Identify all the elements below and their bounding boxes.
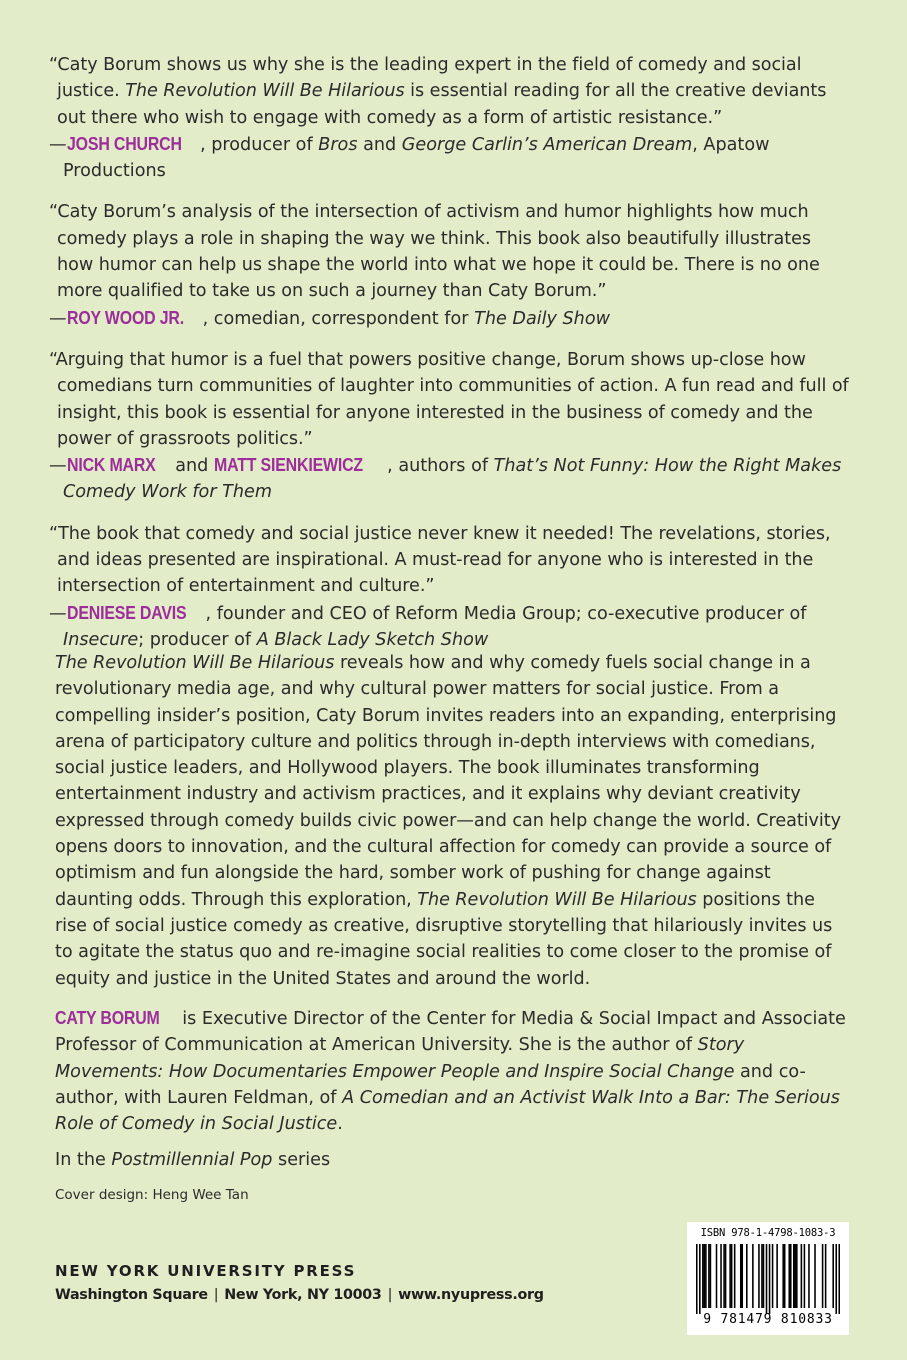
italic-title: George Carlin’s American Dream <box>401 134 693 155</box>
text-run: and <box>169 456 214 477</box>
barcode-bar <box>782 1244 784 1308</box>
barcode-bar <box>822 1244 824 1308</box>
text-run: — <box>49 456 67 477</box>
publisher-website[interactable]: www.nyupress.org <box>398 1287 544 1303</box>
person-name: CATY BORUM <box>55 1007 160 1028</box>
endorsement-attribution <box>49 452 849 506</box>
barcode-bar <box>814 1244 816 1308</box>
endorsement-attribution <box>49 305 849 332</box>
barcode-bar <box>741 1244 743 1308</box>
barcode-bar <box>804 1244 806 1308</box>
italic-title: That’s Not Funny: How the Right Makes Comedy Work for Them <box>63 456 842 503</box>
cover-credit: Cover design: Heng Wee Tan <box>55 1187 249 1203</box>
address-street: Washington Square <box>55 1287 208 1303</box>
text-run: , founder and CEO of Reform Media Group; co-executive producer of <box>205 603 807 624</box>
person-name: NICK MARX <box>66 454 156 476</box>
barcode-bar <box>746 1244 748 1308</box>
endorsement-attribution <box>49 600 849 654</box>
person-name: DENIESE DAVIS <box>66 601 187 623</box>
barcode-bar <box>705 1244 707 1308</box>
text-run: — <box>49 603 67 624</box>
barcode-bar <box>793 1244 795 1308</box>
person-name: ROY WOOD JR. <box>66 306 184 328</box>
text-run: , authors of <box>387 456 494 477</box>
publisher-name: NEW YORK UNIVERSITY PRESS <box>55 1262 357 1280</box>
italic-title: The Revolution Will Be Hilarious <box>55 653 335 673</box>
separator: | <box>213 1287 219 1303</box>
barcode-bar <box>832 1244 834 1308</box>
text-run: is Executive Director of the Center for Media & Social Impact and Associate Professor of Communication at American University. She is the author of <box>55 1009 846 1056</box>
barcode-bar <box>699 1244 701 1314</box>
person-name: MATT SIENKIEWICZ <box>213 454 363 476</box>
text-run: , producer of <box>200 134 319 155</box>
italic-title: The Revolution Will Be Hilarious <box>125 81 405 102</box>
text-run: , comedian, correspondent for <box>202 308 475 329</box>
publisher-address <box>55 1287 544 1303</box>
barcode-digits: 9 781479 810833 <box>703 1312 833 1327</box>
text-run: In the <box>55 1150 112 1170</box>
endorsement <box>49 199 849 331</box>
separator: | <box>387 1287 393 1303</box>
barcode-bar <box>808 1244 810 1308</box>
barcode-bar <box>734 1244 736 1308</box>
barcode-bar <box>790 1244 792 1308</box>
series-note <box>55 1147 330 1173</box>
barcode-bar <box>761 1244 763 1308</box>
barcode-bar <box>763 1244 765 1308</box>
barcode-bar <box>796 1244 798 1308</box>
barcode-bar <box>752 1244 754 1308</box>
text-run: and <box>357 134 402 155</box>
italic-title: The Daily Show <box>474 308 610 329</box>
endorsement <box>49 347 849 506</box>
barcode-bar <box>731 1244 733 1308</box>
endorsement <box>49 521 849 653</box>
barcode-bar <box>704 1244 706 1308</box>
endorsement-quote <box>49 52 849 131</box>
text-run: series <box>272 1150 331 1170</box>
endorsement-quote <box>49 347 849 452</box>
barcode-bar <box>710 1244 712 1308</box>
endorsement-quote <box>49 199 849 304</box>
barcode-bar <box>758 1244 760 1308</box>
isbn-label: ISBN 978-1-4798-1083-3 <box>700 1227 836 1239</box>
italic-title: Story Movements: How Documentaries Empower People and Inspire Social Change <box>55 1035 745 1082</box>
text-run: . <box>337 1114 343 1135</box>
barcode-bar <box>769 1244 771 1314</box>
barcode-bar <box>740 1244 742 1308</box>
book-description <box>55 650 850 992</box>
text-run: ; producer of <box>138 629 257 650</box>
barcode-bar <box>702 1244 704 1308</box>
barcode-bar <box>772 1244 774 1308</box>
barcode-bar <box>716 1244 718 1308</box>
text-run: “Arguing that humor is a fuel that powers positive change, Borum shows up-close how comedians turn communities of laughter into communities of action. A fun read and full of insight, this book is essential for anyone interested in the business of comedy and the power of grassroots politics.” <box>49 349 849 449</box>
italic-title: Postmillennial Pop <box>111 1150 273 1170</box>
author-bio <box>55 1005 850 1137</box>
text-run: “Caty Borum shows us why she is the leading expert in the field of comedy and social justice. <box>49 55 802 102</box>
italic-title: The Revolution Will Be Hilarious <box>417 889 697 910</box>
barcode-bar <box>838 1244 840 1314</box>
italic-title: Insecure <box>63 629 139 650</box>
barcode-bar <box>795 1244 797 1308</box>
italic-title: A Comedian and an Activist Walk Into a Bar: The Serious Role of Comedy in Social Justice <box>55 1087 840 1135</box>
barcode-bar <box>720 1244 722 1308</box>
barcode-icon <box>696 1244 840 1314</box>
endorsement <box>49 52 849 184</box>
barcode-bar <box>708 1244 710 1308</box>
person-name: JOSH CHURCH <box>66 132 182 154</box>
text-run: , Apatow Productions <box>63 134 770 182</box>
endorsements <box>49 52 849 668</box>
text-run: is essential reading for all the creative deviants out there who wish to engage with comedy as a form of artistic resistance.” <box>57 81 827 128</box>
barcode-bar <box>801 1244 803 1308</box>
barcode-bar <box>784 1244 786 1308</box>
endorsement-quote <box>49 521 849 600</box>
text-run: — <box>49 134 67 155</box>
barcode-bar <box>766 1244 768 1314</box>
text-run: “The book that comedy and social justice never knew it needed! The revelations, stories, and ideas presented are inspirational. A must-read for anyone who is interested in the intersection of entertainment and culture.” <box>49 523 831 597</box>
italic-title: Bros <box>318 134 358 155</box>
barcode-bar <box>776 1244 778 1308</box>
address-city: New York, NY 10003 <box>224 1287 382 1303</box>
barcode-bar <box>825 1244 827 1308</box>
barcode-bar <box>696 1244 698 1314</box>
barcode-bar <box>725 1244 727 1308</box>
text-run: reveals how and why comedy fuels social change in a revolutionary media age, and why cultural power matters for social justice. From a compelling insider’s position, Caty Borum invites readers into an expanding, enterprising arena of participatory culture and politics through in-depth interviews with comedians, social justice leaders, and Hollywood players. The book illuminates transforming entertainment industry and activism practices, and it explains why deviant creativity expressed through comedy builds civic power—and can help change the world. Creativity opens doors to innovation, and the cultural affection for comedy can provide a source of optimism and fun alongside the hard, somber work of pushing for change against daunting odds. Through this exploration, <box>55 653 841 910</box>
barcode-bar <box>835 1244 837 1314</box>
italic-title: A Black Lady Sketch Show <box>256 629 489 650</box>
endorsement-attribution <box>49 131 849 185</box>
isbn-barcode <box>687 1222 849 1335</box>
text-run: — <box>49 308 67 329</box>
barcode-bar <box>788 1244 790 1308</box>
text-run: “Caty Borum’s analysis of the intersection of activism and humor highlights how much comedy plays a role in shaping the way we think. This book also beautifully illustrates how humor can help us shape the world into what we hope it could be. There is no one more qualified to take us on such a journey than Caty Borum.” <box>49 202 820 302</box>
barcode-bar <box>729 1244 731 1308</box>
text-run: and co-author, with Lauren Feldman, of <box>55 1061 806 1108</box>
text-run: positions the rise of social justice comedy as creative, disruptive storytelling that hilariously invites us to agitate the status quo and re-imagine social realities to come closer to the promise of equity and justice in the United States and around the world. <box>55 889 833 989</box>
barcode-bar <box>723 1244 725 1308</box>
